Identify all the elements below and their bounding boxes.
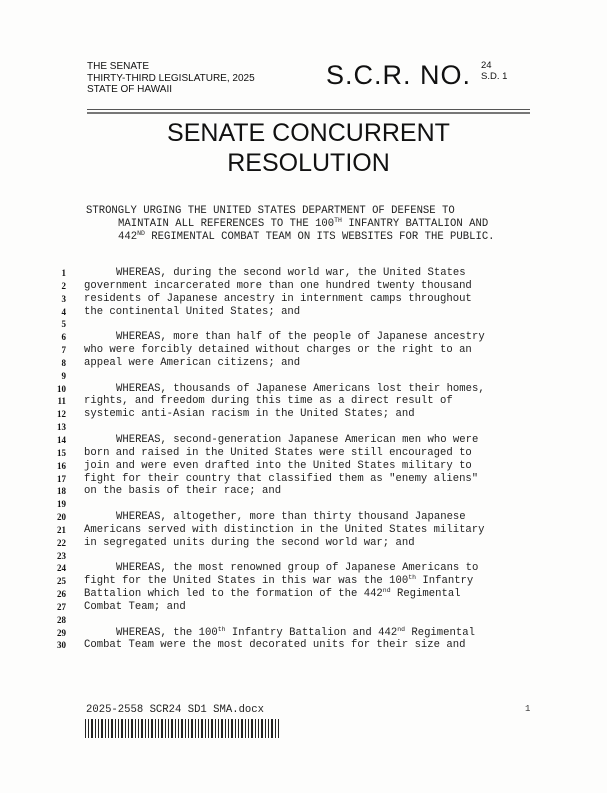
numbered-line: [0, 485, 607, 498]
barcode-bar: [201, 719, 203, 738]
state-name: STATE OF HAWAII: [87, 84, 172, 95]
subject-line: [86, 218, 536, 231]
numbered-line: [0, 293, 607, 306]
line-text: [84, 485, 281, 498]
numbered-line: [0, 627, 607, 640]
barcode-bar: [85, 719, 86, 738]
text-segment: Regimental: [390, 588, 461, 601]
text-segment: WHEREAS, during the second world war, the United States: [116, 267, 466, 279]
line-text: [116, 331, 485, 344]
text-segment: Combat Team were the most decorated units for their size and: [84, 639, 466, 652]
text-segment: in segregated units during the second world war; and: [84, 536, 415, 549]
line-text: [116, 627, 475, 640]
barcode-bar: [265, 719, 266, 738]
line-text: [84, 293, 472, 306]
text-segment: WHEREAS, thousands of Japanese Americans lost their homes,: [116, 382, 485, 395]
line-number: 22: [57, 537, 66, 548]
barcode-bar: [101, 719, 103, 738]
barcode-bar: [168, 719, 169, 738]
text-segment: join and were even drafted into the United States military to: [84, 459, 472, 472]
text-segment: born and raised in the United States were still encouraged to: [84, 446, 472, 459]
line-number: 26: [57, 589, 66, 600]
line-number: 12: [57, 409, 66, 420]
line-number: 30: [57, 640, 66, 651]
ordinal-suffix: th: [217, 625, 226, 633]
line-text: [84, 639, 465, 652]
numbered-line: [0, 370, 607, 383]
numbered-line: [0, 524, 607, 537]
line-number: 28: [57, 614, 66, 625]
draft-label: S.D. 1: [481, 71, 508, 82]
barcode-bar: [95, 719, 96, 738]
barcode-bar: [131, 719, 133, 738]
text-segment: appeal were American citizens; and: [84, 356, 301, 369]
barcode-bar: [198, 719, 199, 738]
line-number: 27: [57, 601, 66, 612]
numbered-line: [0, 408, 607, 421]
text-segment: residents of Japanese ancestry in internment camps throughout: [84, 292, 472, 305]
barcode-bar: [158, 719, 159, 738]
barcode-bar: [128, 719, 129, 738]
barcode-bar: [275, 719, 276, 738]
numbered-line: [0, 601, 607, 614]
numbered-line: [0, 318, 607, 331]
barcode-bar: [261, 719, 263, 738]
title-line: RESOLUTION: [227, 149, 390, 177]
numbered-line: [0, 357, 607, 370]
bill-label: S.C.R. NO.: [326, 60, 472, 90]
numbered-line: [0, 331, 607, 344]
barcode-bar: [111, 719, 113, 738]
numbered-line: [0, 421, 607, 434]
chamber-name: THE SENATE: [87, 61, 150, 72]
barcode-bar: [258, 719, 259, 738]
line-text: [84, 395, 453, 408]
text-segment: Americans served with distinction in the United States military: [84, 523, 485, 536]
barcode-bar: [138, 719, 139, 738]
line-text: [116, 434, 478, 447]
barcode-bar: [225, 719, 226, 738]
line-text: [84, 524, 485, 537]
barcode-bar: [188, 719, 189, 738]
barcode-bar: [161, 719, 163, 738]
barcode-bar: [88, 719, 89, 738]
barcode-bar: [125, 719, 126, 738]
barcode-bar: [228, 719, 229, 738]
subject-text: MAINTAIN ALL REFERENCES TO THE 100: [118, 218, 335, 230]
ordinal-suffix: th: [408, 574, 417, 582]
numbered-line: [0, 550, 607, 563]
numbered-line: [0, 447, 607, 460]
barcode-bar: [205, 719, 206, 738]
barcode-bar: [151, 719, 153, 738]
line-text: [84, 357, 300, 370]
bill-number: 24: [481, 60, 492, 71]
line-number: 8: [61, 357, 66, 368]
text-segment: Infantry: [416, 575, 474, 588]
barcode-bar: [165, 719, 166, 738]
line-number: 4: [61, 306, 66, 317]
line-number: 17: [57, 473, 66, 484]
barcode-icon: [85, 719, 283, 738]
barcode-bar: [211, 719, 213, 738]
numbered-line: [0, 460, 607, 473]
footer-filename: 2025-2558 SCR24 SD1 SMA.docx: [86, 704, 265, 716]
text-segment: WHEREAS, altogether, more than thirty thousand Japanese: [116, 511, 466, 524]
barcode-bar: [118, 719, 119, 738]
barcode-bar: [195, 719, 196, 738]
numbered-line: [0, 344, 607, 357]
line-number: 10: [57, 383, 66, 394]
document-title: [87, 118, 530, 178]
bill-number-block: [481, 60, 507, 82]
barcode-bar: [105, 719, 106, 738]
numbered-line: [0, 306, 607, 319]
numbered-line: [0, 267, 607, 280]
text-segment: WHEREAS, more than half of the people of Japanese ancestry: [116, 331, 485, 344]
ordinal-suffix: ND: [137, 230, 145, 237]
barcode-bar: [271, 719, 273, 738]
numbered-line: [0, 280, 607, 293]
line-number: 2: [61, 280, 66, 291]
barcode-bar: [175, 719, 176, 738]
barcode-bar: [108, 719, 109, 738]
barcode-bar: [115, 719, 116, 738]
line-text: [84, 408, 415, 421]
barcode-bar: [91, 719, 93, 738]
numbered-line: [0, 498, 607, 511]
numbered-line: [0, 588, 607, 601]
line-text: [84, 460, 472, 473]
line-number: 16: [57, 460, 66, 471]
barcode-bar: [268, 719, 269, 738]
barcode-bar: [141, 719, 143, 738]
ordinal-suffix: TH: [334, 217, 342, 224]
line-text: [116, 267, 466, 280]
line-number: 11: [57, 396, 66, 407]
line-number: 23: [57, 550, 66, 561]
barcode-bar: [178, 719, 179, 738]
line-number: 19: [57, 499, 66, 510]
subject-line: [86, 231, 536, 244]
barcode-bar: [238, 719, 239, 738]
barcode-bar: [148, 719, 149, 738]
text-segment: government incarcerated more than one hundred twenty thousand: [84, 279, 472, 292]
numbered-line: [0, 562, 607, 575]
barcode-bar: [135, 719, 136, 738]
line-text: [84, 588, 461, 601]
text-segment: systemic anti-Asian racism in the United States; and: [84, 408, 415, 421]
numbered-line: [0, 473, 607, 486]
line-number: 14: [57, 434, 66, 445]
line-text: [84, 575, 473, 588]
text-segment: fight for the United States in this war was the 100: [84, 575, 409, 588]
barcode-bar: [245, 719, 246, 738]
text-segment: WHEREAS, the 100: [116, 626, 218, 639]
barcode-bar: [221, 719, 223, 738]
line-text: [84, 344, 472, 357]
barcode-bar: [121, 719, 123, 738]
subject-text: REGIMENTAL COMBAT TEAM ON ITS WEBSITES FOR THE PUBLIC.: [144, 231, 495, 243]
text-segment: Regimental: [405, 626, 475, 639]
text-segment: WHEREAS, the most renowned group of Japanese Americans to: [116, 562, 479, 575]
barcode-bar: [235, 719, 236, 738]
line-text: [116, 511, 466, 524]
barcode-bar: [145, 719, 146, 738]
numbered-line: [0, 639, 607, 652]
numbered-line: [0, 511, 607, 524]
title-line: SENATE CONCURRENT: [167, 119, 450, 147]
line-text: [84, 280, 472, 293]
line-number: 13: [57, 422, 66, 433]
line-number: 15: [57, 447, 66, 458]
line-number: 7: [61, 345, 66, 356]
header-divider-thick: [87, 112, 530, 114]
barcode-bar: [251, 719, 253, 738]
line-text: [84, 537, 415, 550]
text-segment: the continental United States; and: [84, 305, 301, 318]
line-text: [84, 473, 478, 486]
line-number: 29: [57, 627, 66, 638]
numbered-line: [0, 434, 607, 447]
ordinal-suffix: nd: [397, 625, 405, 633]
text-segment: fight for their country that classified them as "enemy aliens": [84, 472, 479, 485]
line-text: [116, 383, 485, 396]
barcode-bar: [248, 719, 249, 738]
text-segment: Battalion which led to the formation of the 442: [84, 588, 383, 601]
text-segment: Infantry Battalion and 442: [225, 626, 398, 639]
numbered-line: [0, 614, 607, 627]
header-divider: [87, 109, 530, 110]
barcode-bar: [171, 719, 173, 738]
barcode-bar: [155, 719, 156, 738]
barcode-bar: [215, 719, 216, 738]
barcode-bar: [98, 719, 99, 738]
text-segment: Combat Team; and: [84, 600, 186, 613]
barcode-bar: [218, 719, 219, 738]
numbered-line: [0, 537, 607, 550]
subject-line: STRONGLY URGING THE UNITED STATES DEPARTMENT OF DEFENSE TO: [86, 205, 455, 217]
line-number: 25: [57, 576, 66, 587]
page-number: 1: [525, 704, 531, 714]
line-text: [84, 306, 300, 319]
barcode-bar: [255, 719, 256, 738]
subject-text: INFANTRY BATTALION AND: [341, 218, 489, 230]
subject-text: 442: [118, 231, 138, 243]
barcode-bar: [181, 719, 183, 738]
line-number: 3: [61, 293, 66, 304]
barcode-bar: [208, 719, 209, 738]
numbered-line: [0, 383, 607, 396]
barcode-bar: [231, 719, 233, 738]
text-segment: on the basis of their race; and: [84, 485, 282, 498]
line-text: [84, 601, 186, 614]
barcode-bar: [191, 719, 193, 738]
barcode-bar: [185, 719, 186, 738]
chamber-header: [87, 61, 255, 96]
ordinal-suffix: nd: [382, 587, 391, 595]
text-segment: WHEREAS, second-generation Japanese American men who were: [116, 433, 479, 446]
resolution-subject: [86, 205, 536, 244]
text-segment: who were forcibly detained without charges or the right to an: [84, 344, 472, 357]
line-number: 6: [61, 332, 66, 343]
line-number: 20: [57, 512, 66, 523]
barcode-bar: [241, 719, 243, 738]
legislature-name: THIRTY-THIRD LEGISLATURE, 2025: [87, 72, 255, 84]
numbered-line: [0, 575, 607, 588]
line-number: 21: [57, 524, 66, 535]
barcode-bar: [278, 719, 279, 738]
line-number: 1: [61, 268, 66, 278]
line-number: 5: [61, 319, 66, 330]
line-text: [84, 447, 472, 460]
line-number: 24: [57, 563, 66, 574]
numbered-line: [0, 395, 607, 408]
line-number: 9: [61, 370, 66, 381]
line-number: 18: [57, 486, 66, 497]
text-segment: rights, and freedom during this time as a direct result of: [84, 395, 453, 408]
line-text: [116, 562, 478, 575]
resolution-body: [0, 267, 607, 652]
